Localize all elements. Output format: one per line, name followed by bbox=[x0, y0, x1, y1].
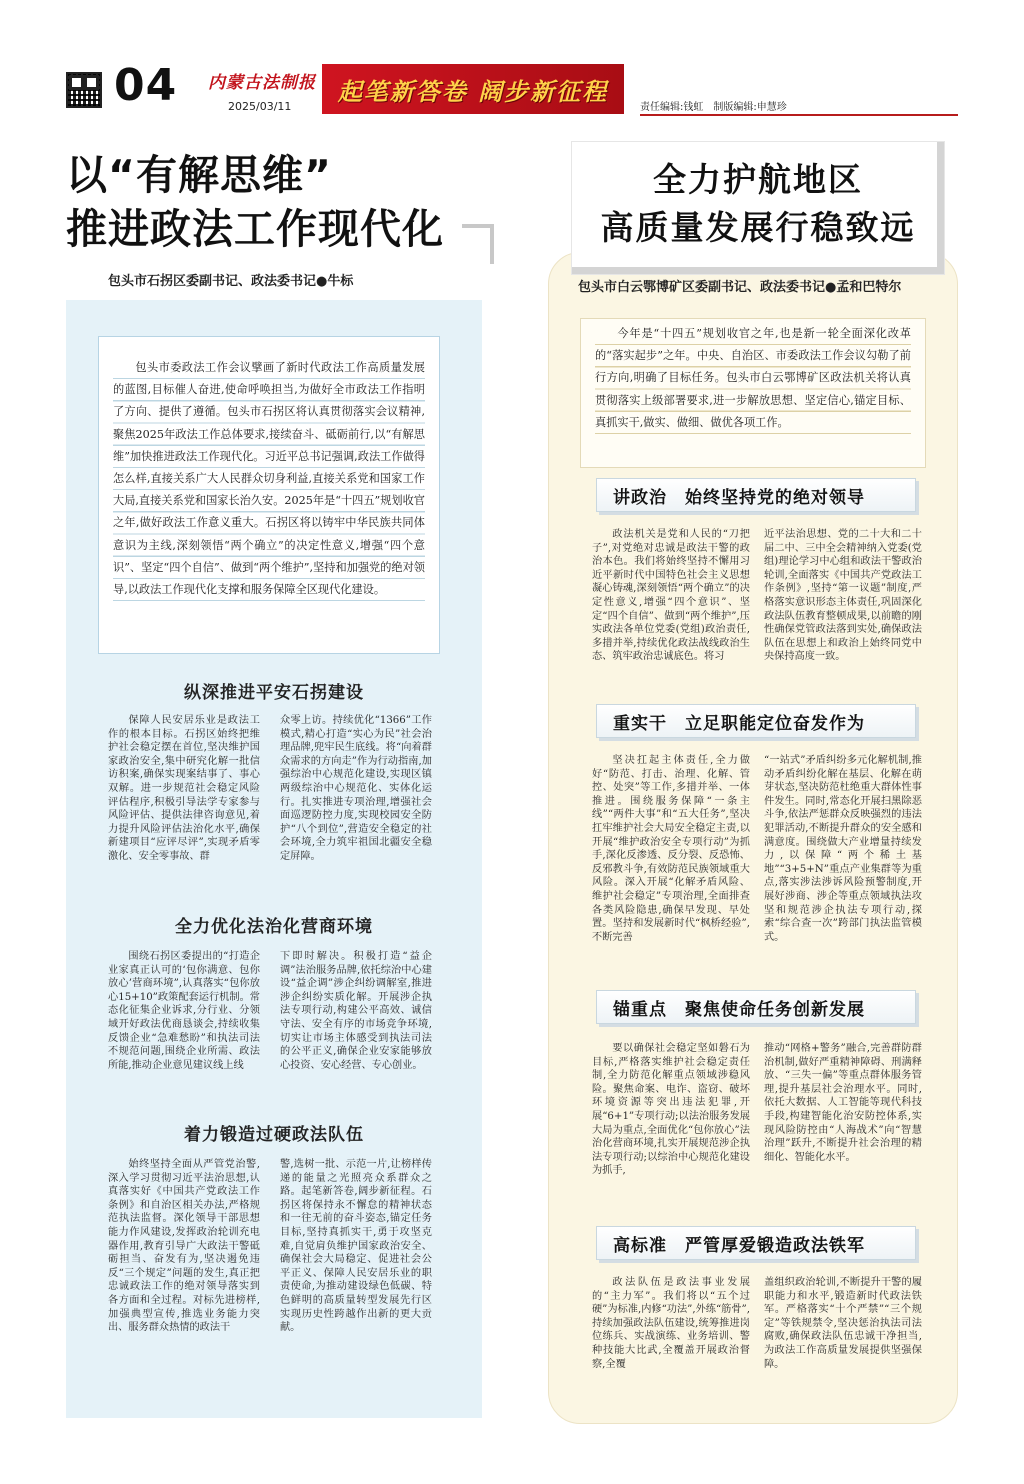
right-section-3-heading: 锚重点 聚焦使命任务创新发展 bbox=[613, 999, 865, 1020]
left-byline: 包头市石拐区委副书记、政法委书记●牛标 bbox=[108, 274, 354, 289]
banner-text: 起笔新答卷 阔步新征程 bbox=[337, 77, 609, 106]
left-section-2-heading: 全力优化法治化营商环境 bbox=[175, 917, 373, 937]
editor-credits: 责任编辑:钱虹 制版编辑:申慧珍 bbox=[640, 102, 787, 113]
right-section-1-heading-bar bbox=[596, 478, 916, 512]
right-byline: 包头市白云鄂博矿区委副书记、政法委书记●孟和巴特尔 bbox=[578, 280, 902, 295]
right-section-3-heading-bar bbox=[596, 990, 916, 1024]
right-section-3-col2: 推动“网格+警务”融合,完善群防群治机制,做好严重精神障碍、刑满释放、“三失一偏”等重点群体服务管理,提升基层社会治理水平。同时,依托大数据、人工智能等现代科技手段,构建智能化治安防控体系,实现风险防控由“人海战术”向“智慧治理”跃升,不断提升社会治理的精细化、智能化水平。 bbox=[764, 1043, 922, 1163]
left-section-1-heading: 纵深推进平安石拐建设 bbox=[184, 683, 364, 703]
left-title-line2: 推进政法工作现代化 bbox=[66, 205, 444, 253]
column-banner bbox=[322, 64, 624, 114]
page-number: 04 bbox=[114, 60, 178, 111]
right-article-title bbox=[572, 156, 944, 252]
left-intro-box bbox=[98, 336, 440, 654]
right-title-line1: 全力护航地区 bbox=[653, 160, 863, 199]
right-section-4-heading: 高标准 严管厚爱锻造政法铁军 bbox=[613, 1235, 865, 1256]
right-section-1-col1: 政法机关是党和人民的“刀把子”,对党绝对忠诚是政法干警的政治本色。我们将始终坚持不懈用习近平新时代中国特色社会主义思想凝心铸魂,深刻领悟“两个确立”的决定性意义,增强“四个意识”、坚定“四个自信”、做到“两个维护”,压实政法各单位党委(党组)政治责任,多措并举,持续优化政法战线政治生态、筑牢政治忠诚底色。将习 bbox=[592, 529, 750, 663]
newspaper-logo: 内蒙古法制报 bbox=[208, 73, 316, 93]
right-section-2-col1: 坚决扛起主体责任,全力做好“防范、打击、治理、化解、管控、处突”等工作,多措并举、一体推进。围绕服务保障“一条主线”“两件大事”和“五大任务”,坚决扛牢维护社会大局安全稳定主责,以开展“维护政治安全专项行动”为抓手,深化反渗透、反分裂、反恐怖、反邪教斗争,有效防范民族领域重大风险。深入开展“化解矛盾风险、维护社会稳定”专项治理,全面排查各类风险隐患,确保早发现、早处置。坚持和发展新时代“枫桥经验”,不断完善 bbox=[592, 755, 750, 943]
right-intro-text: 今年是“十四五”规划收官之年,也是新一轮全面深化改革的“落实起步”之年。中央、自治区、市委政法工作会议勾勒了前行方向,明确了目标任务。包头市白云鄂博矿区政法机关将认真贯彻落实上级部署要求,进一步解放思想、坚定信心,锚定目标、真抓实干,做实、做细、做优各项工作。 bbox=[595, 323, 911, 434]
right-section-2-col2: “一站式”矛盾纠纷多元化解机制,推动矛盾纠纷化解在基层、化解在萌芽状态,坚决防范杜绝重大群体性事件发生。同时,常态化开展扫黑除恶斗争,依法严惩群众反映强烈的违法犯罪活动,不断提升群众的安全感和满意度。围绕做大产业增量持续发力,以保障“两个稀土基地”“3+5+N”重点产业集群等为重点,落实涉法涉诉风险预警制度,开展好涉商、涉企等重点领域执法攻坚和规范涉企执法专项行动,探索“综合查一次”跨部门执法监管模式。 bbox=[764, 755, 922, 943]
right-intro-box bbox=[580, 318, 926, 468]
right-section-1-heading: 讲政治 始终坚持党的绝对领导 bbox=[613, 487, 865, 508]
qr-code-icon bbox=[66, 72, 102, 108]
left-intro-text: 包头市委政法工作会议擘画了新时代政法工作高质量发展的蓝图,目标催人奋进,使命呼唤担当,为做好全市政法工作指明了方向、提供了遵循。包头市石拐区将认真贯彻落实会议精神,聚焦2025年政法工作总体要求,接续奋斗、砥砺前行,以“有解思维”加快推进政法工作现代化。习近平总书记强调,政法工作做得怎么样,直接关系广大人民群众切身利益,直接关系党和国家工作大局,直接关系党和国家长治久安。2025年是“十四五”规划收官之年,做好政法工作意义重大。石拐区将以铸牢中华民族共同体意识为主线,深刻领悟“两个确立”的决定性意义,增强“四个意识”、坚定“四个自信”、做到“两个维护”,坚持和加强党的绝对领导,以政法工作现代化支撑和服务保障全区现代化建设。 bbox=[113, 357, 425, 601]
left-article-title bbox=[66, 148, 444, 256]
right-section-2-heading: 重实干 立足职能定位奋发作为 bbox=[613, 713, 865, 734]
left-section-1-col2: 众零上访。持续优化“1366”工作模式,精心打造“实心为民”社会治理品牌,兜牢民生底线。将“向着群众需求的方向走”作为行动指南,加强综治中心规范化建设,实现区镇两级综治中心规范化、实体化运行。扎实推进专项治理,增强社会面巡逻防控力度,实现校园安全防护“八个到位”,营造安全稳定的社会环境,全力筑牢祖国北疆安全稳定屏障。 bbox=[280, 715, 432, 862]
right-section-1-col2: 近平法治思想、党的二十大和二十届二中、三中全会精神纳入党委(党组)理论学习中心组和政法干警政治轮训,全面落实《中国共产党政法工作条例》,坚持“第一议题”制度,严格落实意识形态主体责任,巩固深化政法队伍教育整顿成果,以前瞻的刚性确保党管政法落到实处,确保政法队伍在思想上和政治上始终同党中央保持高度一致。 bbox=[764, 529, 922, 663]
left-section-1-col1: 保障人民安居乐业是政法工作的根本目标。石拐区始终把维护社会稳定摆在首位,坚决维护国家政治安全,集中研究化解一批信访积案,确保实现案结事了、事心双解。进一步规范社会稳定风险评估程序,积极引导法学专家参与风险评估、提供法律咨询意见,着力提升风险评估法治化水平,确保新建项目“应评尽评”,实现矛盾零激化、安全零事故、群 bbox=[108, 715, 260, 862]
left-title-line1: 以“有解思维” bbox=[66, 151, 332, 199]
right-section-4-heading-bar bbox=[596, 1226, 916, 1260]
left-section-2-col1: 围绕石拐区委提出的“打造企业家真正认可的‘包你满意、包你放心’营商环境”,认真落实“包你放心15+10”政策配套运行机制。常态化征集企业诉求,分行业、分领域开好政法优商恳谈会,持续收集反馈企业“急难愁盼”和执法司法不规范问题,围绕企业所需、政法所能,推动企业意见建议线上线 bbox=[108, 951, 260, 1071]
left-section-3-heading: 着力锻造过硬政法队伍 bbox=[184, 1125, 364, 1145]
right-section-4-col2: 盖组织政治轮训,不断提升干警的履职能力和水平,锻造新时代政法铁军。严格落实“十个严禁”“三个规定”等铁规禁令,坚决惩治执法司法腐败,确保政法队伍忠诚干净担当,为政法工作高质量发展提供坚强保障。 bbox=[764, 1277, 922, 1370]
right-title-line2: 高质量发展行稳致远 bbox=[600, 208, 916, 247]
left-section-2-col2: 下即时解决。积极打造“益企调”法治服务品牌,依托综治中心建设“益企调”涉企纠纷调解室,推进涉企纠纷实质化解。开展涉企执法专项行动,构建公平高效、诚信守法、安全有序的市场竞争环境,切实让市场主体感受到执法司法的公平正义,确保企业安家能够放心投资、安心经营、专心创业。 bbox=[280, 951, 432, 1071]
right-section-4-col1: 政法队伍是政法事业发展的“主力军”。我们将以“五个过硬”为标准,内修“功法”,外练“筋骨”,持续加强政法队伍建设,统筹推进岗位练兵、实战演练、业务培训、警种技能大比武,全覆盖开展政治督察,全覆 bbox=[592, 1277, 751, 1370]
issue-date: 2025/03/11 bbox=[228, 100, 292, 113]
header-rule bbox=[640, 114, 958, 116]
right-section-2-heading-bar bbox=[596, 704, 916, 738]
left-section-3-col1: 始终坚持全面从严管党治警,深入学习贯彻习近平法治思想,认真落实好《中国共产党政法工作条例》和自治区相关办法,严格规范执法监督。深化领导干部思想能力作风建设,发挥政治轮训充电器作用,教育引导广大政法干警砥砺担当、奋发有为,坚决遏免违反“三个规定”问题的发生,真正把忠诚政法工作的绝对领导落实到各方面和全过程。对标先进榜样,加强典型宣传,推选业务能力突出、服务群众热情的政法干 bbox=[108, 1159, 260, 1334]
left-section-3-col2: 警,选树一批、示范一片,让榜样传递的能量之光照亮众系群众之路。起笔新答卷,阔步新征程。石拐区将保持永不懈怠的精神状态和一往无前的奋斗姿态,锚定任务目标,坚持真抓实干,勇于攻坚克难,自觉肩负维护国家政治安全、确保社会大局稳定、促进社会公平正义、保障人民安居乐业的职责使命,为推动建设绿色低碳、特色鲜明的高质量转型发展先行区实现历史性跨越作出新的更大贡献。 bbox=[280, 1159, 432, 1334]
title-corner-frame bbox=[462, 224, 494, 264]
right-section-3-col1: 要以确保社会稳定坚如磐石为目标,严格落实维护社会稳定责任制,全力防范化解重点领域涉稳风险。聚焦命案、电诈、盗窃、破坏环境资源等突出违法犯罪,开展“6+1”专项行动;以法治服务发展大局为重点,全面优化“包你放心”法治化营商环境,扎实开展规范涉企执法专项行动;以综治中心规范化建设为抓手, bbox=[592, 1043, 750, 1177]
